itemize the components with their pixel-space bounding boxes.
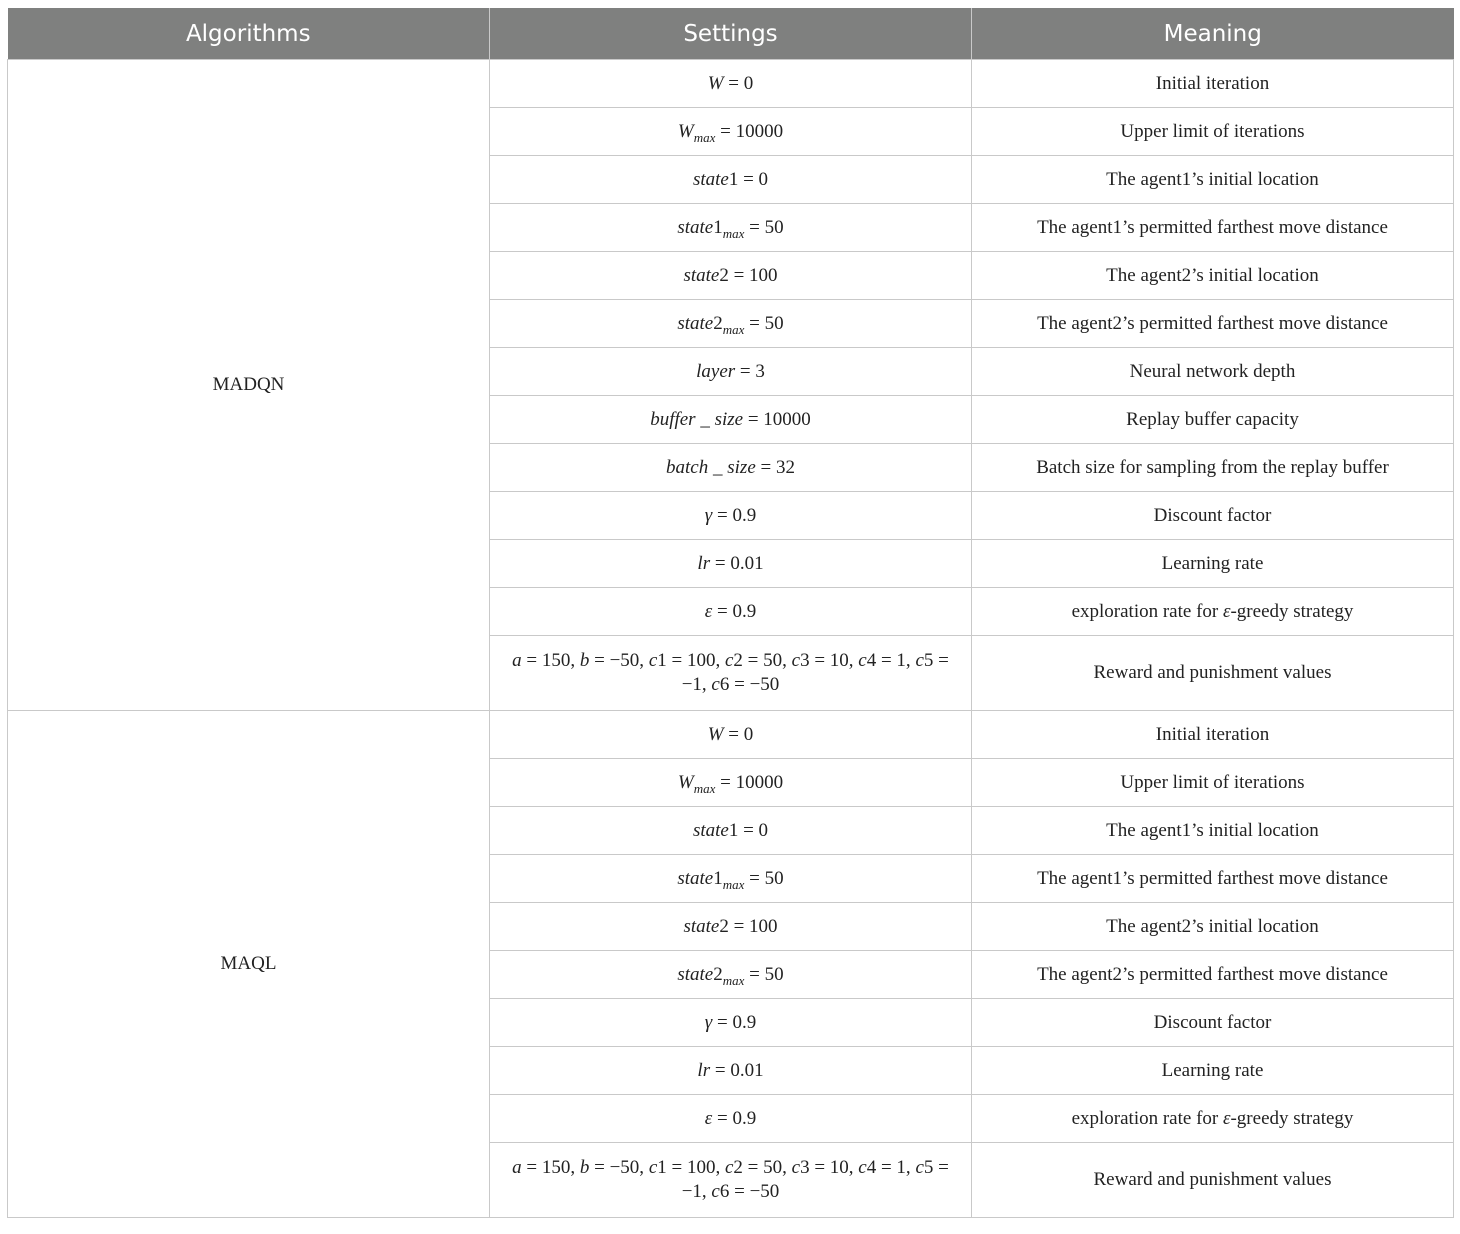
table-row [8, 711, 1454, 759]
setting-cell: $W_{max} = 10000$ [490, 108, 972, 156]
setting-cell: state2 = 100 [490, 252, 972, 300]
setting-cell: W = 0 [490, 711, 972, 759]
meaning-cell: Neural network depth [972, 348, 1454, 396]
meaning-cell: The agent2’s initial location [972, 252, 1454, 300]
meaning-cell: The agent1’s permitted farthest move distance [972, 204, 1454, 252]
meaning-cell: exploration rate for ε-greedy strategy [972, 588, 1454, 636]
setting-cell: buffer _ size = 10000 [490, 396, 972, 444]
setting-cell: layer = 3 [490, 348, 972, 396]
algorithm-cell: MAQL [8, 711, 490, 1218]
header-settings: Settings [490, 8, 972, 60]
setting-cell: γ = 0.9 [490, 492, 972, 540]
setting-cell: state1 = 0 [490, 807, 972, 855]
meaning-cell: Reward and punishment values [972, 1143, 1454, 1218]
meaning-cell: Learning rate [972, 540, 1454, 588]
header-meaning: Meaning [972, 8, 1454, 60]
meaning-cell: Upper limit of iterations [972, 759, 1454, 807]
meaning-cell: Discount factor [972, 492, 1454, 540]
setting-cell: batch _ size = 32 [490, 444, 972, 492]
setting-cell: $W_{max} = 10000$ [490, 759, 972, 807]
setting-cell: state2 = 100 [490, 903, 972, 951]
setting-cell: $state2_{max} = 50$ [490, 300, 972, 348]
meaning-cell: Initial iteration [972, 711, 1454, 759]
setting-cell: a = 150, b = −50, c1 = 100, c2 = 50, c3 = 10, c4 = 1, c5 = −1, c6 = −50 [490, 1143, 972, 1218]
setting-cell: W = 0 [490, 60, 972, 108]
setting-cell: state1 = 0 [490, 156, 972, 204]
table-header [8, 8, 1454, 60]
meaning-cell: Initial iteration [972, 60, 1454, 108]
meaning-cell: Reward and punishment values [972, 636, 1454, 711]
setting-cell: ε = 0.9 [490, 588, 972, 636]
setting-cell: $state1_{max} = 50$ [490, 204, 972, 252]
meaning-cell: Discount factor [972, 999, 1454, 1047]
table-body [8, 60, 1454, 1218]
settings-table [7, 8, 1454, 1218]
header-row [8, 8, 1454, 60]
meaning-cell: exploration rate for ε-greedy strategy [972, 1095, 1454, 1143]
meaning-cell: Batch size for sampling from the replay buffer [972, 444, 1454, 492]
meaning-cell: The agent2’s permitted farthest move distance [972, 300, 1454, 348]
meaning-cell: The agent2’s permitted farthest move distance [972, 951, 1454, 999]
setting-cell: γ = 0.9 [490, 999, 972, 1047]
table-row [8, 60, 1454, 108]
meaning-cell: The agent1’s initial location [972, 156, 1454, 204]
setting-cell: a = 150, b = −50, c1 = 100, c2 = 50, c3 = 10, c4 = 1, c5 = −1, c6 = −50 [490, 636, 972, 711]
meaning-cell: Upper limit of iterations [972, 108, 1454, 156]
meaning-cell: Learning rate [972, 1047, 1454, 1095]
setting-cell: $state2_{max} = 50$ [490, 951, 972, 999]
setting-cell: $state1_{max} = 50$ [490, 855, 972, 903]
setting-cell: ε = 0.9 [490, 1095, 972, 1143]
meaning-cell: The agent1’s permitted farthest move distance [972, 855, 1454, 903]
meaning-cell: The agent1’s initial location [972, 807, 1454, 855]
algorithm-cell: MADQN [8, 60, 490, 711]
settings-table-container [7, 8, 1453, 1218]
header-algorithms: Algorithms [8, 8, 490, 60]
setting-cell: lr = 0.01 [490, 1047, 972, 1095]
meaning-cell: Replay buffer capacity [972, 396, 1454, 444]
meaning-cell: The agent2’s initial location [972, 903, 1454, 951]
setting-cell: lr = 0.01 [490, 540, 972, 588]
